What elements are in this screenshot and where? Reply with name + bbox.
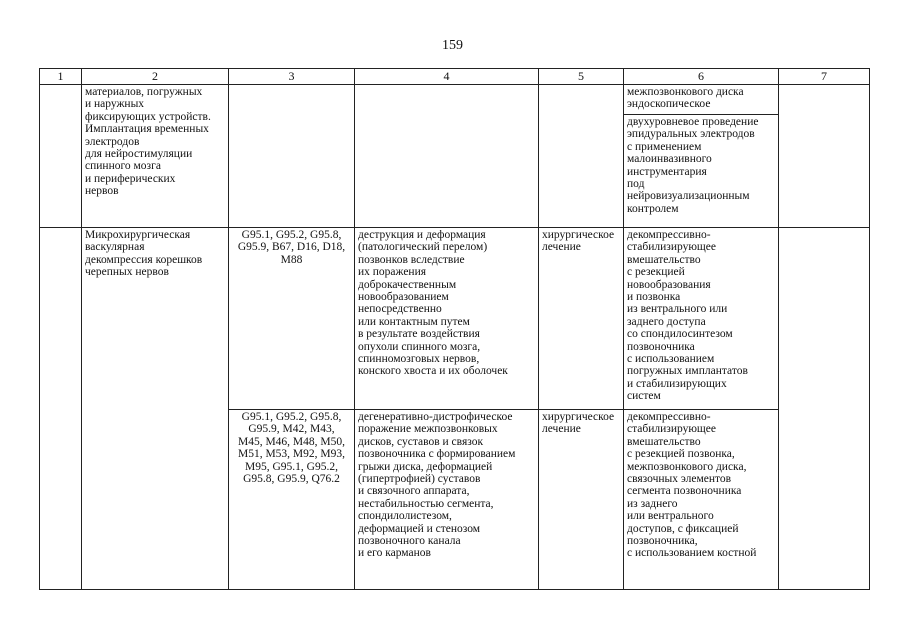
- method-cell: декомпрессивно- стабилизирующее вмешательство с резекцией позвонка, межпозвонкового диска, связочных элементов сегмента позвоночника из заднего или вентрального доступов, с фиксацией позвоночника, с использованием костной: [624, 410, 779, 590]
- icd-codes-cell: [229, 85, 355, 228]
- method-name-cell: Микрохирургическая васкулярная декомпрессия корешков черепных нервов: [82, 228, 229, 590]
- method-name-cell: материалов, погружных и наружных фиксирующих устройств. Имплантация временных электродов для нейростимуляции спинного мозга и периферических нервов: [82, 85, 229, 228]
- header-cell: 5: [539, 69, 624, 85]
- header-cell: 3: [229, 69, 355, 85]
- header-cell: 6: [624, 69, 779, 85]
- header-cell: 2: [82, 69, 229, 85]
- diagnosis-cell: дегенеративно-дистрофическое поражение межпозвонковых дисков, суставов и связок позвоночника с формированием грыжи диска, деформацией (гипертрофией) суставов и связочного аппарата, нестабильностью сегмента, спондилолистезом, деформацией и стенозом позвоночного канала и его карманов: [355, 410, 539, 590]
- cost-cell: [779, 228, 870, 590]
- header-row: [40, 69, 870, 85]
- row-number-cell: [40, 228, 82, 590]
- row-number-cell: [40, 85, 82, 228]
- page-number: 159: [442, 38, 463, 53]
- treatment-type-cell: хирургическое лечение: [539, 228, 624, 410]
- header-cell: 4: [355, 69, 539, 85]
- table-row: [40, 85, 870, 228]
- treatment-type-cell: [539, 85, 624, 228]
- method-subtable: [624, 85, 778, 216]
- method-part: межпозвонкового диска эндоскопическое: [627, 86, 744, 111]
- header-cell: 7: [779, 69, 870, 85]
- treatment-type-cell: хирургическое лечение: [539, 410, 624, 590]
- header-cell: 1: [40, 69, 82, 85]
- icd-codes-cell: G95.1, G95.2, G95.8, G95.9, M42, M43, M45, M46, M48, M50, M51, M53, M92, M93, M95, G95.1, G95.2, G95.8, G95.9, Q76.2: [229, 410, 355, 590]
- table-row: [40, 228, 870, 410]
- method-part: двухуровневое проведение эпидуральных электродов с применением малоинвазивного инструментария под нейровизуализационным контролем: [624, 115, 778, 217]
- method-cell: [624, 85, 779, 228]
- method-cell: декомпрессивно- стабилизирующее вмешательство с резекцией новообразования и позвонка из вентрального или заднего доступа со спондилосинтезом позвоночника с использованием погружных имплантатов и стабилизирующих систем: [624, 228, 779, 410]
- procedures-table: [39, 68, 870, 590]
- icd-codes-cell: G95.1, G95.2, G95.8, G95.9, B67, D16, D18, M88: [229, 228, 355, 410]
- diagnosis-cell: [355, 85, 539, 228]
- diagnosis-cell: деструкция и деформация (патологический перелом) позвонков вследствие их поражения доброкачественным новообразованием непосредственно или контактным путем в результате воздействия опухоли спинного мозга, спинномозговых нервов, конского хвоста и их оболочек: [355, 228, 539, 410]
- cost-cell: [779, 85, 870, 228]
